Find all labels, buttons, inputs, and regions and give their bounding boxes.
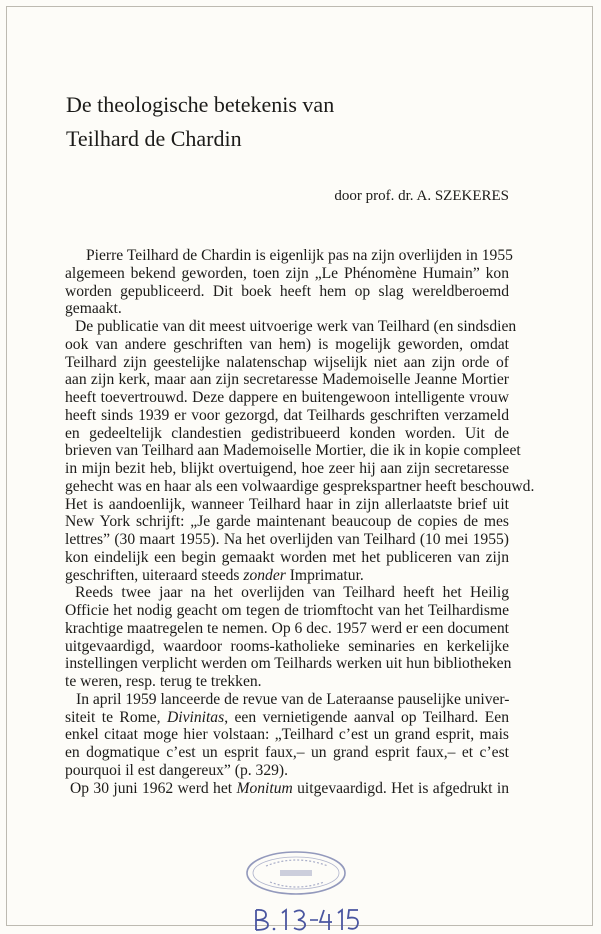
text-line: Het is aandoenlijk, wanneer Teilhard haar in zijn allerlaatste brief uit xyxy=(65,495,509,513)
text-line: Officie het nodig geacht om tegen de triomftocht van het Teilhardisme xyxy=(65,602,509,619)
text-line: siteit te Rome, Divinitas, een vernietigende aanval op Teilhard. Een xyxy=(65,708,509,726)
text-line: instellingen verplicht werden om Teilhards werken uit hun bibliotheken xyxy=(65,655,512,673)
text-line: te weren, resp. terug te trekken. xyxy=(65,673,262,690)
text-line: aan zijn kerk, maar aan zijn secretaresse Mademoiselle Jeanne Mortier xyxy=(65,371,509,389)
text-line: Reeds twee jaar na het overlijden van Teilhard heeft het Heilig xyxy=(75,584,509,602)
text-line: worden gepubliceerd. Dit boek heeft hem op slag wereldberoemd xyxy=(65,282,509,300)
text-line: enkel citaat moge hier volstaan: „Teilhard c’est un grand esprit, mais xyxy=(65,726,509,744)
text-line: De publicatie van dit meest uitvoerige werk van Teilhard (en sindsdien xyxy=(75,318,517,335)
paragraph-1 xyxy=(65,247,513,318)
text-line: en dogmatique c’est un esprit faux,– un grand esprit faux,– et c’est xyxy=(65,744,509,761)
text-line: Pierre Teilhard de Chardin is eigenlijk pas na zijn overlijden in 1955 xyxy=(86,247,513,264)
text-line: en gedeeltelijk clandestien gedistribueerd konden worden. Uit de xyxy=(65,424,509,442)
text-line: in mijn bezit heb, blijkt overtuigend, hoe zeer hij aan zijn secretaresse xyxy=(65,460,509,477)
text-line: algemeen bekend geworden, toen zijn „Le Phénomène Humain” kon xyxy=(65,264,509,282)
text-line: lettres” (30 maart 1955). Na het overlijden van Teilhard (10 mei 1955) xyxy=(65,531,509,548)
handwritten-shelfmark-icon xyxy=(252,906,362,932)
text-line: heeft sinds 1939 er voor gezorgd, dat Teilhards geschriften verzameld xyxy=(65,406,509,424)
library-stamp-icon xyxy=(244,848,348,898)
text-line: gemaakt. xyxy=(65,300,122,318)
text-line: kon eindelijk een begin gemaakt worden met het publiceren van zijn xyxy=(65,548,509,566)
text-line: brieven van Teilhard aan Mademoiselle Mortier, die ik in kopie compleet xyxy=(65,442,521,460)
paragraph-3 xyxy=(65,584,512,691)
text-line: Teilhard zijn geestelijke nalatenschap wijselijk niet aan zijn orde of xyxy=(65,353,509,371)
text-line: heeft toevertrouwd. Deze dappere en buitengewoon intelligente vrouw xyxy=(65,389,509,406)
paragraph-2 xyxy=(65,318,535,584)
text-line: New York schrijft: „Je garde maintenant beaucoup de copies de mes xyxy=(65,513,509,531)
text-line: ook van andere geschriften van hem) is mogelijk geworden, omdat xyxy=(65,335,509,353)
article-body xyxy=(65,247,535,797)
paragraph-5 xyxy=(65,780,509,798)
title-line-1: De theologische betekenis van xyxy=(66,92,335,117)
text-line: pourquoi il est dangereux” (p. 329). xyxy=(65,761,289,779)
paragraph-4 xyxy=(65,691,509,780)
text-line: krachtige maatregelen te nemen. Op 6 dec. 1957 werd er een document xyxy=(65,619,509,637)
text-line: Op 30 juni 1962 werd het Monitum uitgevaardigd. Het is afgedrukt in xyxy=(70,779,509,797)
title-line-2: Teilhard de Chardin xyxy=(66,126,242,151)
author-byline: door prof. dr. A. SZEKERES xyxy=(334,188,509,204)
text-line: uitgevaardigd, waardoor rooms-katholieke seminaries en kerkelijke xyxy=(65,637,509,655)
text-line: gehecht was en haar als een volwaardige gesprekspartner heeft beschouwd. xyxy=(65,477,535,495)
text-line: geschriften, uiteraard steeds zonder Imprimatur. xyxy=(65,566,364,584)
text-line: In april 1959 lanceerde de revue van de Lateraanse pauselijke univer- xyxy=(76,690,510,708)
article-title xyxy=(66,88,334,156)
